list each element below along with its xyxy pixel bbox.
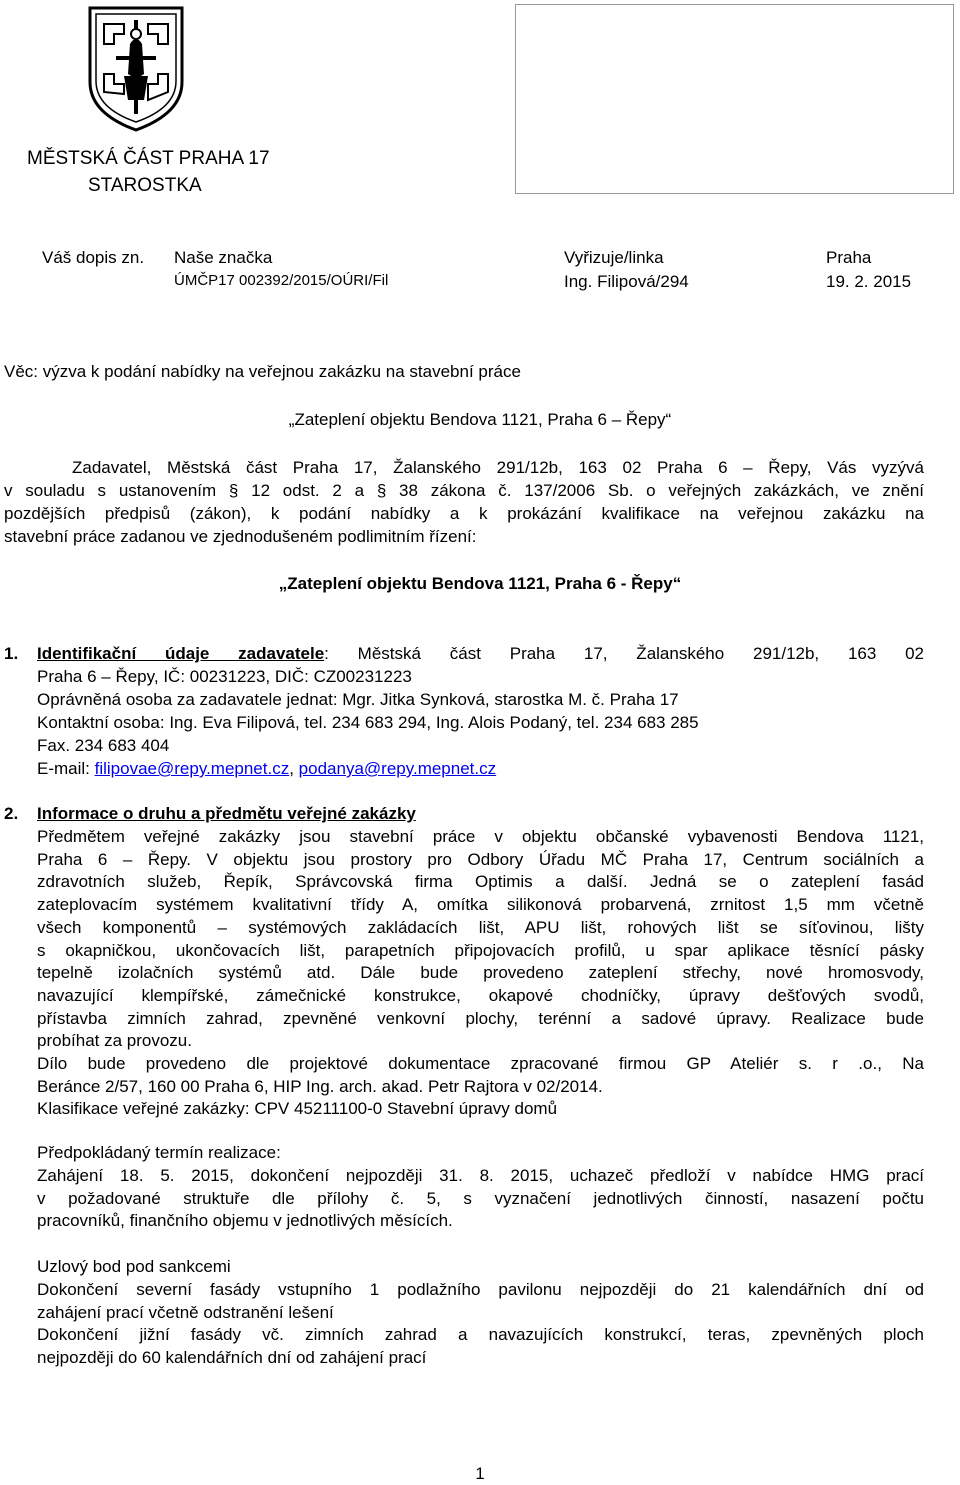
handled-value: Ing. Filipová/294 (564, 272, 689, 291)
term-line: Zahájení 18. 5. 2015, dokončení nejpozději 31. 8. 2015, uchazeč předloží v nabídce HMG prací (37, 1166, 924, 1185)
letter-date: 19. 2. 2015 (826, 272, 912, 291)
subject-line: Věc: výzva k podání nabídky na veřejnou zakázku na stavební práce (4, 362, 521, 381)
milestone-line: Dokončení severní fasády vstupního 1 podlažního pavilonu nejpozději do 21 kalendářních dní od (37, 1280, 924, 1299)
intro-line-3: pozdějších předpisů (zákon), k podání nabídky a k prokázání kvalifikace na veřejnou zakázku na (4, 504, 924, 523)
para1-line: zdravotních služeb, Řepík, Správcovská firma Optimis a další. Jedná se o zateplení fasád (37, 872, 924, 892)
milestone-line: zahájení prací včetně odstranění lešení (37, 1302, 334, 1322)
our-ref-label: Naše značka (174, 248, 273, 267)
section-1-fax: Fax. 234 683 404 (37, 736, 170, 755)
section-1-line-4: Kontaktní osoba: Ing. Eva Filipová, tel. 234 683 294, Ing. Alois Podaný, tel. 234 683 285 (37, 713, 699, 732)
para1-line: navazující klempířské, zámečnické konstrukce, okapové chodníčky, úpravy dešťových svodů, (37, 985, 924, 1005)
para1-line: zateplovacím systémem kvalitativní třídy A, omítka silikonová probarvená, zrnitost 1,5 mm včetně (37, 895, 924, 915)
para1-line: Dílo bude provedeno dle projektové dokumentace zpracované firmou GP Ateliér s. r .o., Na (37, 1054, 924, 1073)
para1-line: tepelně izolačních systémů atd. Dále bude provedeno zateplení střechy, nové hromosvody, (37, 963, 924, 983)
section-1-line1-rest: : Městská část Praha 17, Žalanského 291/12b, 163 02 (324, 644, 925, 663)
section-1-line-3: Oprávněná osoba za zadavatele jednat: Mgr. Jitka Synková, starostka M. č. Praha 17 (37, 690, 679, 709)
email-link-filipova[interactable]: filipovae@repy.mepnet.cz (94, 759, 290, 778)
intro-line-1: Zadavatel, Městská část Praha 17, Žalanského 291/12b, 163 02 Praha 6 – Řepy, Vás vyzývá (72, 458, 924, 477)
contract-title: „Zateplení objektu Bendova 1121, Praha 6 - Řepy“ (278, 574, 682, 593)
our-ref-value: ÚMČP17 002392/2015/OÚRI/Fil (174, 272, 389, 289)
subject-title: „Zateplení objektu Bendova 1121, Praha 6 – Řepy“ (288, 410, 672, 429)
milestone-label: Uzlový bod pod sankcemi (37, 1257, 231, 1276)
para1-line: s okapničkou, ukončovacích lišt, parapetních připojovacích profilů, u spar aplikace těsnící pásky (37, 940, 924, 960)
para1-line: Beránce 2/57, 160 00 Praha 6, HIP Ing. arch. akad. Petr Rajtora v 02/2014. (37, 1076, 603, 1096)
para1-line: Klasifikace veřejné zakázky: CPV 45211100-0 Stavební úpravy domů (37, 1099, 558, 1119)
section-1-first-line (37, 644, 924, 664)
place-label: Praha (826, 248, 872, 267)
section-1-line-2: Praha 6 – Řepy, IČ: 00231223, DIČ: CZ00231223 (37, 667, 412, 686)
email-label: E-mail: (37, 759, 95, 778)
term-label: Předpokládaný termín realizace: (37, 1143, 281, 1162)
intro-line-2: v souladu s ustanovením § 12 odst. 2 a § 38 zákona č. 137/2006 Sb. o veřejných zakázkách, ve znění (4, 481, 924, 500)
section-1-number: 1. (4, 644, 19, 663)
milestone-line: nejpozději do 60 kalendářních dní od zahájení prací (37, 1348, 427, 1368)
office-role: STAROSTKA (88, 175, 202, 196)
office-name: MĚSTSKÁ ČÁST PRAHA 17 (27, 148, 270, 169)
para1-line: přístavba zimních zahrad, zpevněné venkovní plochy, terénní a sadové úpravy. Realizace bude (37, 1008, 924, 1028)
stamp-box (515, 4, 954, 194)
term-line: v požadované struktuře dle přílohy č. 5, s vyznačení jednotlivých činností, nasazení počtu (37, 1188, 924, 1208)
email-link-podany[interactable]: podanya@repy.mepnet.cz (298, 759, 497, 778)
handled-label: Vyřizuje/linka (564, 248, 664, 267)
section-2-heading: Informace o druhu a předmětu veřejné zakázky (37, 804, 416, 823)
para1-line: Předmětem veřejné zakázky jsou stavební práce v objektu občanské vybavenosti Bendova 1121, (37, 827, 924, 846)
section-2-number: 2. (4, 804, 19, 823)
intro-line-4: stavební práce zadanou ve zjednodušeném podlimitním řízení: (4, 527, 477, 546)
your-letter-label: Váš dopis zn. (42, 248, 145, 267)
para1-line: všech komponentů – systémových zakládacích lišt, APU lišt, rohových lišt se síťovinou, lišty (37, 917, 924, 937)
section-1-heading: Identifikační údaje zadavatele (37, 644, 325, 663)
email-separator: , (289, 759, 299, 778)
section-1-email-line (37, 759, 496, 779)
milestone-line: Dokončení jižní fasády vč. zimních zahrad a navazujících konstrukcí, teras, zpevněných ploch (37, 1325, 924, 1345)
para1-line: Praha 6 – Řepy. V objektu jsou prostory pro Odbory Úřadu MČ Praha 17, Centrum sociálních a (37, 849, 924, 869)
para1-line: probíhat za provozu. (37, 1031, 192, 1051)
page-number: 1 (475, 1464, 485, 1483)
coat-of-arms-logo (86, 4, 186, 132)
term-line: pracovníků, finančního objemu v jednotlivých měsících. (37, 1211, 453, 1231)
